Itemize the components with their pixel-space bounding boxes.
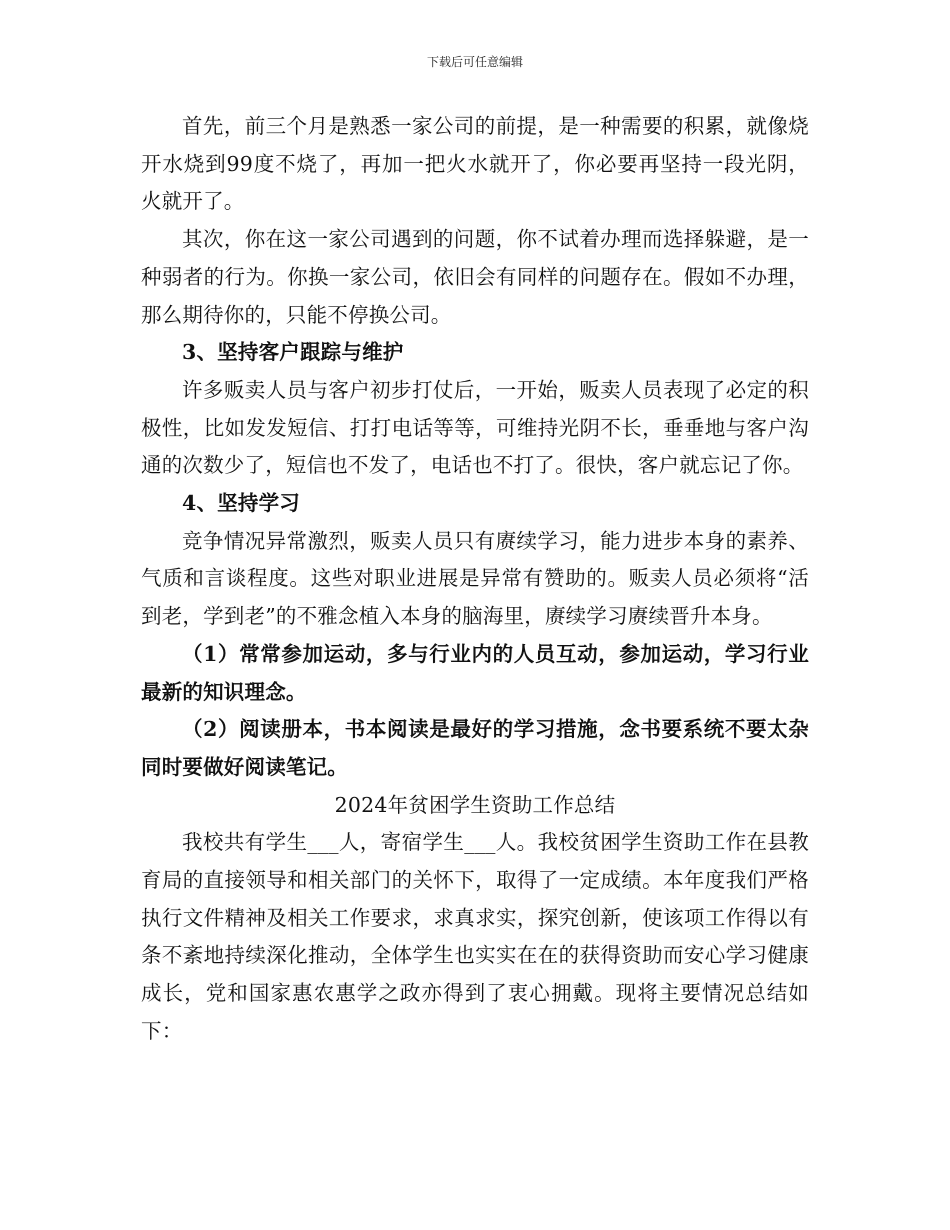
paragraph-school-summary: 我校共有学生___人，寄宿学生___人。我校贫困学生资助工作在县教育局的直接领导和相关部门的关怀下，取得了一定成绩。本年度我们严格执行文件精神及相关工作要求，求真求实，探究创新，使该项工作得以有条不紊地持续深化推动，全体学生也实实在在的获得资助而安心学习健康成长，党和国家惠农惠学之政亦得到了衷心拥戴。现将主要情况总结如下： [141,830,809,1043]
document-body [141,108,809,1051]
paragraph-avoid-problems: 其次，你在这一家公司遇到的问题，你不试着办理而选择躲避，是一种弱者的行为。你换一家公司，依旧会有同样的问题存在。假如不办理，那么期待你的，只能不停换公司。 [141,227,809,327]
paragraph-keep-learning: 竞争情况异常激烈，贩卖人员只有赓续学习，能力进步本身的素养、气质和言谈程度。这些对职业进展是异常有赞助的。贩卖人员必须将“活到老，学到老”的不雅念植入本身的脑海里，赓续学习赓续晋升本身。 [141,528,809,629]
heading-customer-follow-up: 3、坚持客户跟踪与维护 [182,340,404,365]
section-title: 2024年贫困学生资助工作总结 [334,792,616,817]
paragraph-customer-follow-up: 许多贩卖人员与客户初步打仗后，一开始，贩卖人员表现了必定的积极性，比如发发短信、打打电话等等，可维持光阴不长，垂垂地与客户沟通的次数少了，短信也不发了，电话也不打了。很快，客户就忘记了你。 [141,377,809,478]
heading-keep-learning: 4、坚持学习 [182,491,300,516]
page-header: 下载后可任意编辑 [426,55,523,69]
bullet-attend-activities: （1）常常参加运动，多与行业内的人员互动，参加运动，学习行业最新的知识理念。 [141,641,809,704]
bullet-read-books: （2）阅读册本，书本阅读是最好的学习措施，念书要系统不要太杂同时要做好阅读笔记。 [141,717,809,779]
paragraph-first-three-months: 首先，前三个月是熟悉一家公司的前提，是一种需要的积累，就像烧开水烧到99度不烧了，再加一把火水就开了，你必要再坚持一段光阴，火就开了。 [141,114,809,214]
